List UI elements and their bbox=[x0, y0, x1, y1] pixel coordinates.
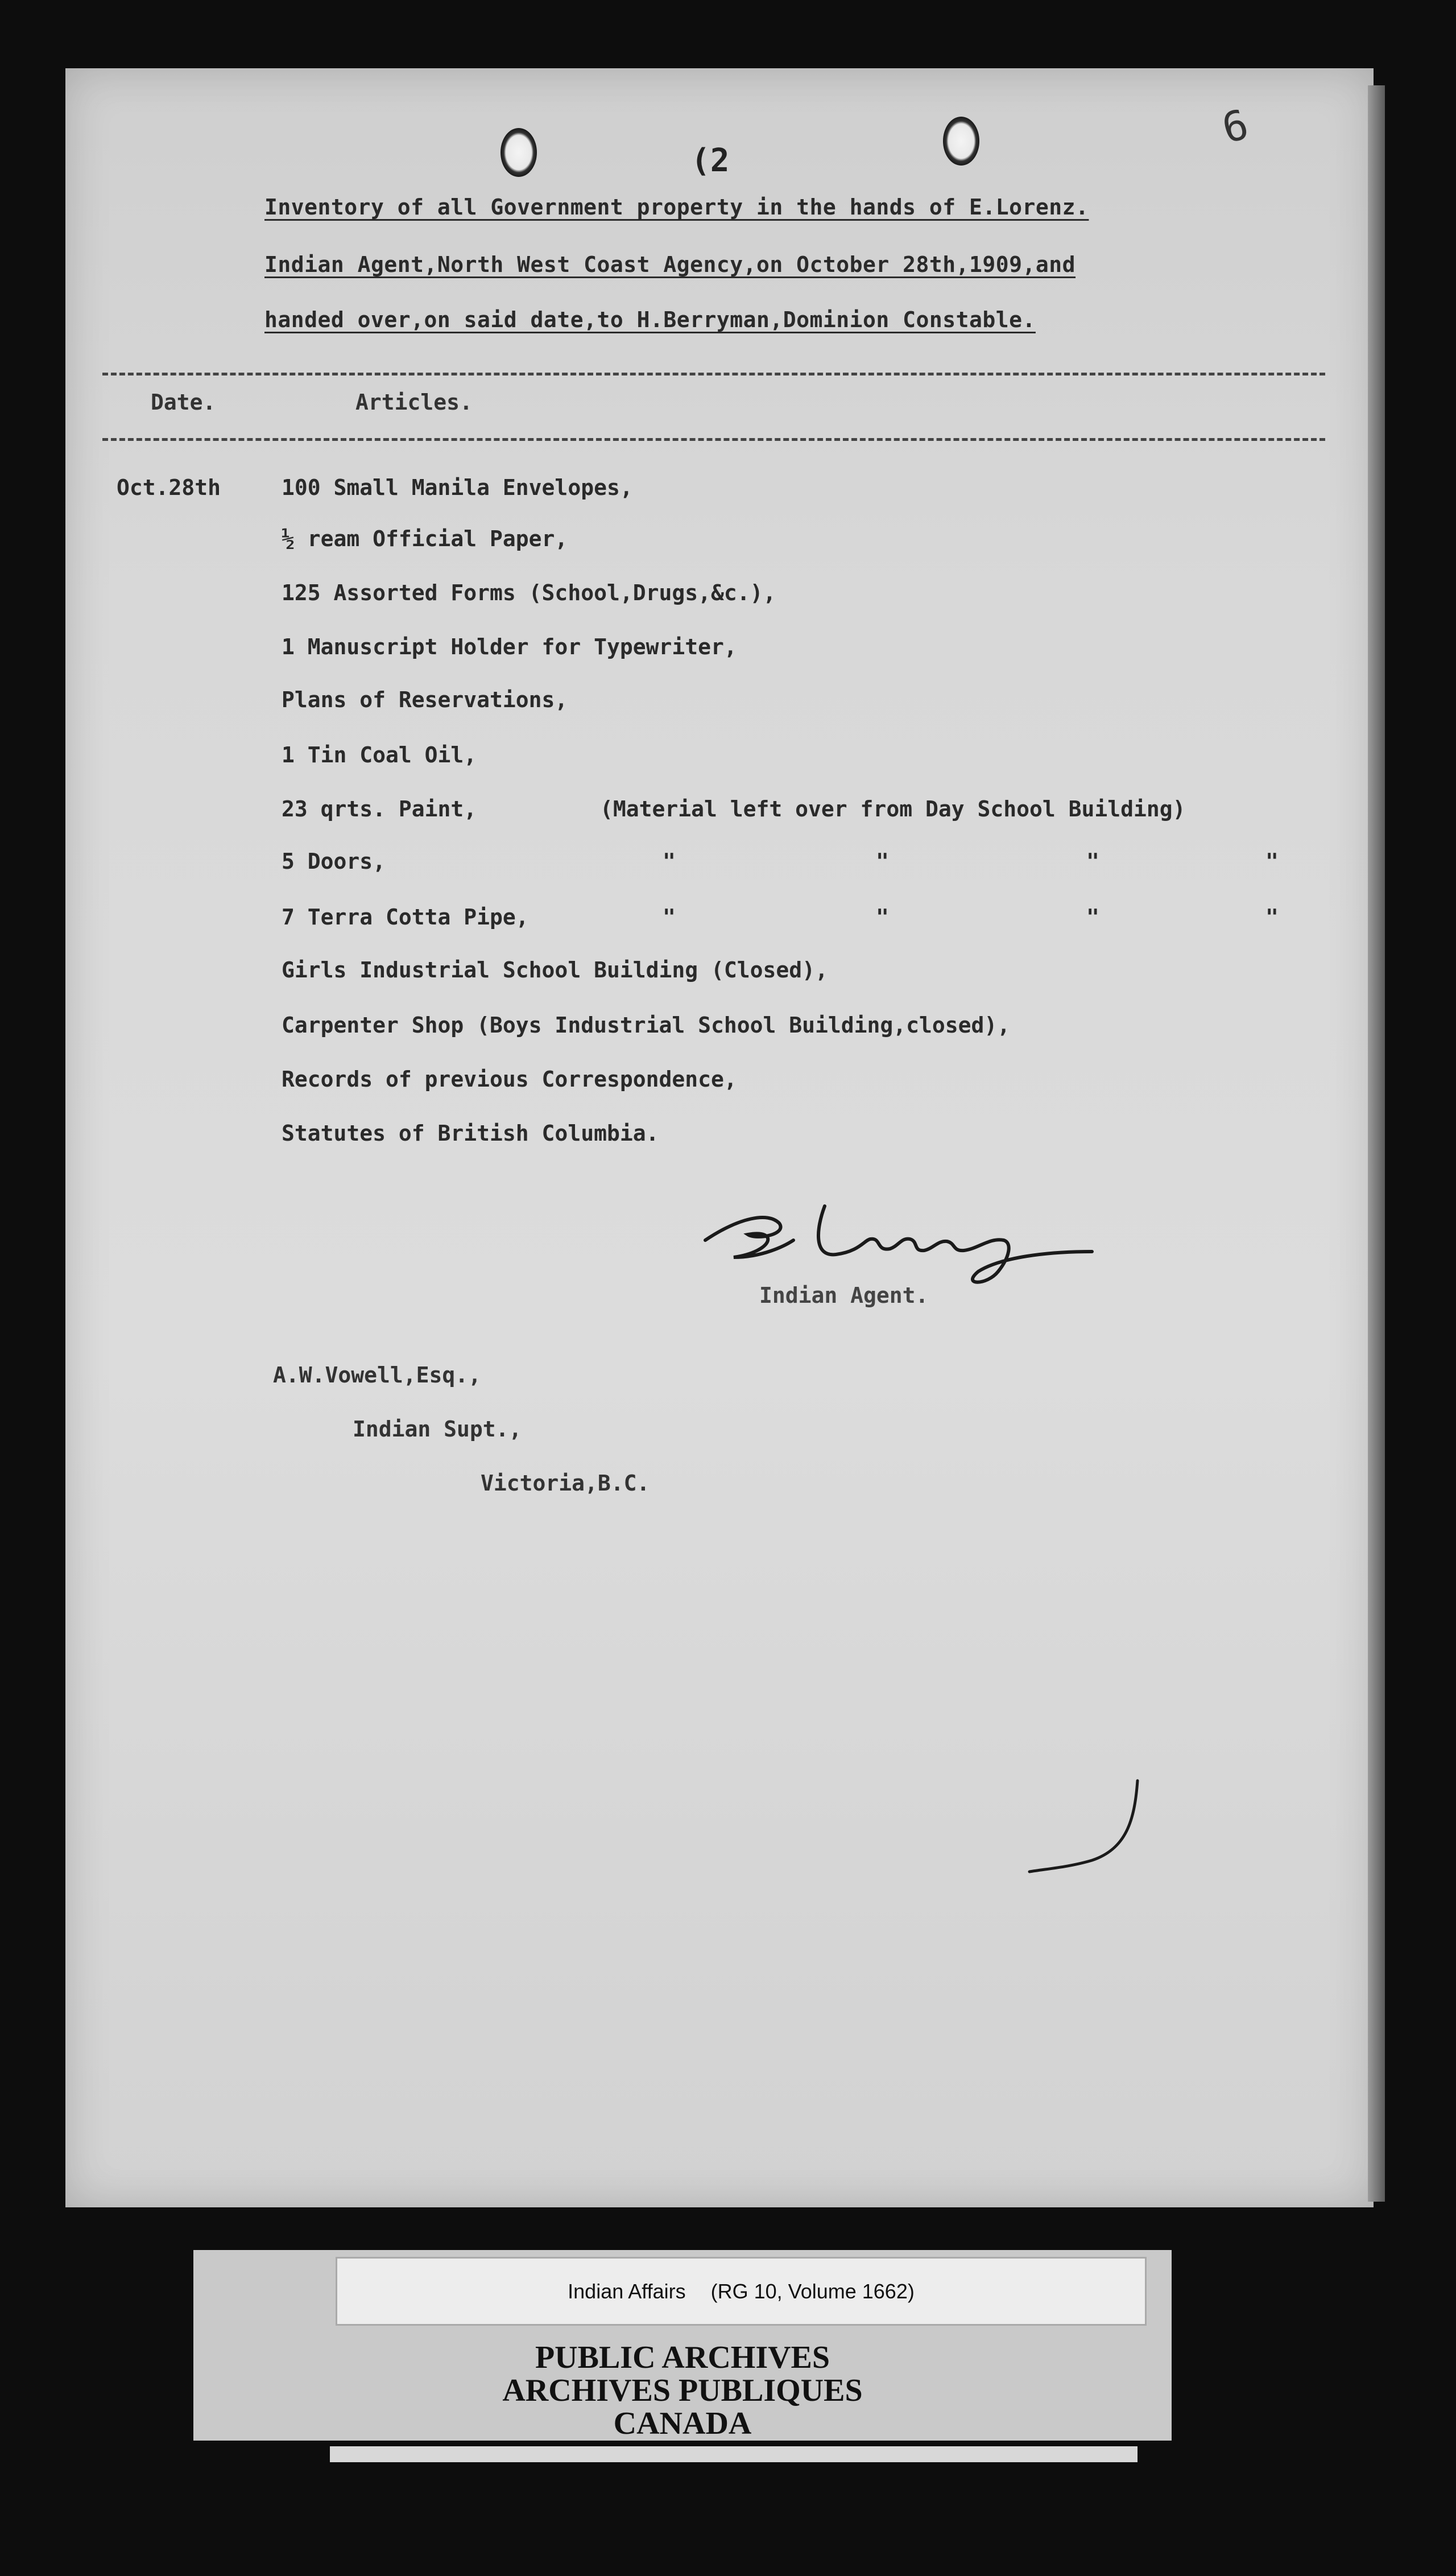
inventory-item: 1 Manuscript Holder for Typewriter, bbox=[282, 634, 737, 659]
paint-material-note: (Material left over from Day School Building) bbox=[600, 796, 1186, 821]
column-header-date: Date. bbox=[151, 390, 216, 415]
addressee-title: Indian Supt., bbox=[353, 1417, 522, 1442]
header-rule-bottom bbox=[102, 438, 1325, 441]
inventory-item: Plans of Reservations, bbox=[282, 687, 568, 712]
title-line-2: Indian Agent,North West Coast Agency,on October 28th,1909,and bbox=[264, 252, 1076, 277]
ditto-mark: " bbox=[876, 849, 889, 874]
inventory-item: Records of previous Correspondence, bbox=[282, 1067, 737, 1092]
ditto-mark: " bbox=[1086, 849, 1099, 874]
title-line-1: Inventory of all Government property in the hands of E.Lorenz. bbox=[264, 195, 1089, 220]
punch-hole-right bbox=[943, 117, 979, 166]
entry-date: Oct.28th bbox=[117, 475, 221, 500]
page-number: (2 bbox=[691, 142, 730, 179]
volume-reference: (RG 10, Volume 1662) bbox=[710, 2279, 915, 2303]
ditto-mark: " bbox=[1265, 849, 1279, 874]
archives-line-english: PUBLIC ARCHIVES bbox=[535, 2340, 830, 2375]
archives-stamp bbox=[193, 2341, 1172, 2440]
inventory-item: 7 Terra Cotta Pipe, bbox=[282, 905, 529, 930]
archives-line-french: ARCHIVES PUBLIQUES bbox=[502, 2373, 863, 2408]
ditto-mark: " bbox=[1086, 905, 1099, 930]
addressee-location: Victoria,B.C. bbox=[481, 1471, 650, 1496]
document-page bbox=[65, 68, 1374, 2207]
ditto-mark: " bbox=[663, 905, 676, 930]
page-edge bbox=[1368, 85, 1385, 2202]
ditto-mark: " bbox=[663, 849, 676, 874]
addressee-name: A.W.Vowell,Esq., bbox=[273, 1363, 482, 1388]
pen-mark bbox=[1018, 1775, 1155, 1889]
inventory-item: Statutes of British Columbia. bbox=[282, 1121, 659, 1146]
archives-line-country: CANADA bbox=[613, 2406, 752, 2441]
title-line-3: handed over,on said date,to H.Berryman,Dominion Constable. bbox=[264, 307, 1036, 332]
inventory-item: 1 Tin Coal Oil, bbox=[282, 742, 477, 767]
ditto-mark: " bbox=[876, 905, 889, 930]
archive-reference-strip bbox=[336, 2257, 1147, 2326]
header-rule-top bbox=[102, 373, 1325, 375]
inventory-item: 23 qrts. Paint, bbox=[282, 796, 477, 821]
inventory-item: Girls Industrial School Building (Closed), bbox=[282, 957, 828, 982]
inventory-item: ½ ream Official Paper, bbox=[282, 526, 568, 551]
signature-e-lorenz bbox=[694, 1172, 1126, 1291]
label-bottom-band bbox=[330, 2446, 1138, 2462]
inventory-item: Carpenter Shop (Boys Industrial School Building,closed), bbox=[282, 1013, 1011, 1038]
punch-hole-left bbox=[500, 128, 537, 177]
signature-title: Indian Agent. bbox=[759, 1283, 929, 1308]
corner-mark: 6 bbox=[1217, 100, 1254, 153]
ditto-mark: " bbox=[1265, 905, 1279, 930]
collection-name: Indian Affairs bbox=[568, 2279, 686, 2303]
column-header-articles: Articles. bbox=[355, 390, 473, 415]
inventory-item: 5 Doors, bbox=[282, 849, 386, 874]
inventory-item: 125 Assorted Forms (School,Drugs,&c.), bbox=[282, 580, 776, 605]
inventory-item: 100 Small Manila Envelopes, bbox=[282, 475, 633, 500]
